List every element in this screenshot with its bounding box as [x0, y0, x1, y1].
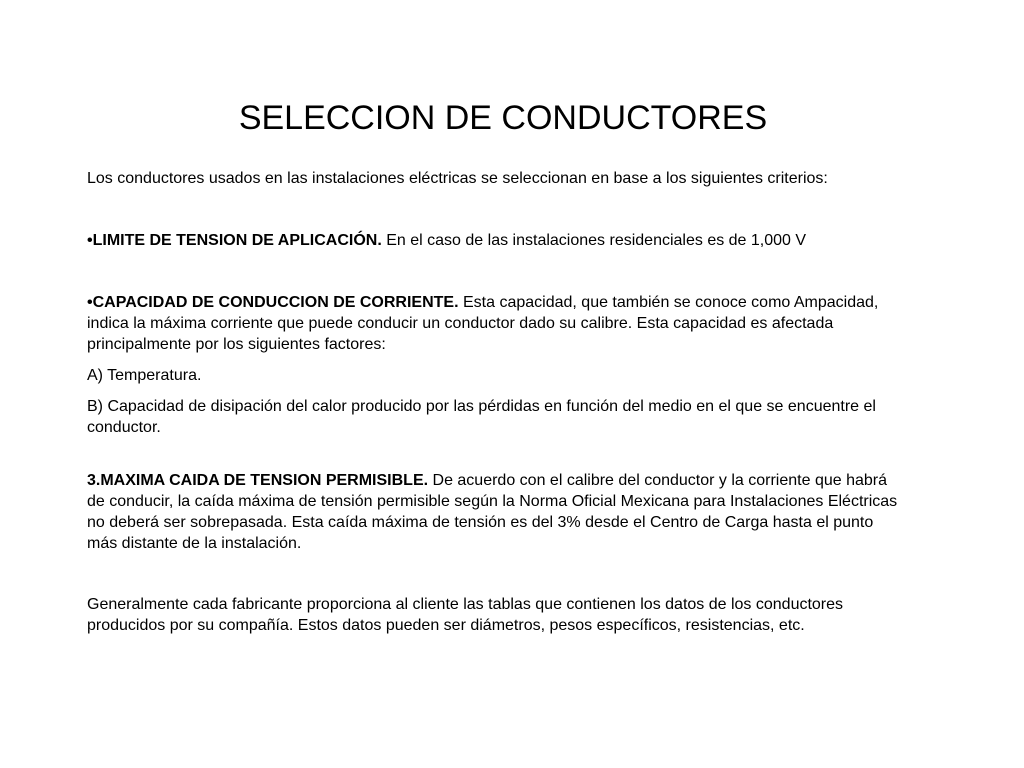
- maxima-paragraph: [87, 470, 902, 554]
- capacidad-text: Esta capacidad, que también se conoce como Ampacidad, indica la máxima corriente que puede conducir un conductor dado su calibre. Esta capacidad es afectada principalmente por los siguientes factores:: [87, 294, 879, 353]
- intro-paragraph: Los conductores usados en las instalaciones eléctricas se seleccionan en base a los siguientes criterios:: [87, 170, 828, 187]
- slide-title: SELECCION DE CONDUCTORES: [238, 98, 768, 137]
- capacidad-paragraph: [87, 292, 902, 355]
- general-paragraph: Generalmente cada fabricante proporciona al cliente las tablas que contienen los datos de los conductores producidos por su compañía. Estos datos pueden ser diámetros, pesos específicos, resistencias, etc.: [87, 596, 844, 634]
- slide-body: [87, 168, 902, 636]
- maxima-text: De acuerdo con el calibre del conductor y la corriente que habrá de conducir, la caída máxima de tensión permisible según la Norma Oficial Mexicana para Instalaciones Eléctricas no deberá ser sobrepasada. Esta caída máxima de tensión es del 3% desde el Centro de Carga hasta el punto más distante de la instalación.: [87, 472, 898, 552]
- maxima-heading: 3.MAXIMA CAIDA DE TENSION PERMISIBLE.: [87, 472, 429, 489]
- limite-paragraph: [87, 230, 902, 251]
- limite-heading: •LIMITE DE TENSION DE APLICACIÓN.: [87, 232, 382, 249]
- factor-b-paragraph: B) Capacidad de disipación del calor producido por las pérdidas en función del medio en el que se encuentre el conductor.: [87, 398, 876, 436]
- capacidad-heading: •CAPACIDAD DE CONDUCCION DE CORRIENTE.: [87, 294, 459, 311]
- factor-a-paragraph: A) Temperatura.: [87, 367, 202, 384]
- limite-text: En el caso de las instalaciones residenciales es de 1,000 V: [381, 232, 807, 249]
